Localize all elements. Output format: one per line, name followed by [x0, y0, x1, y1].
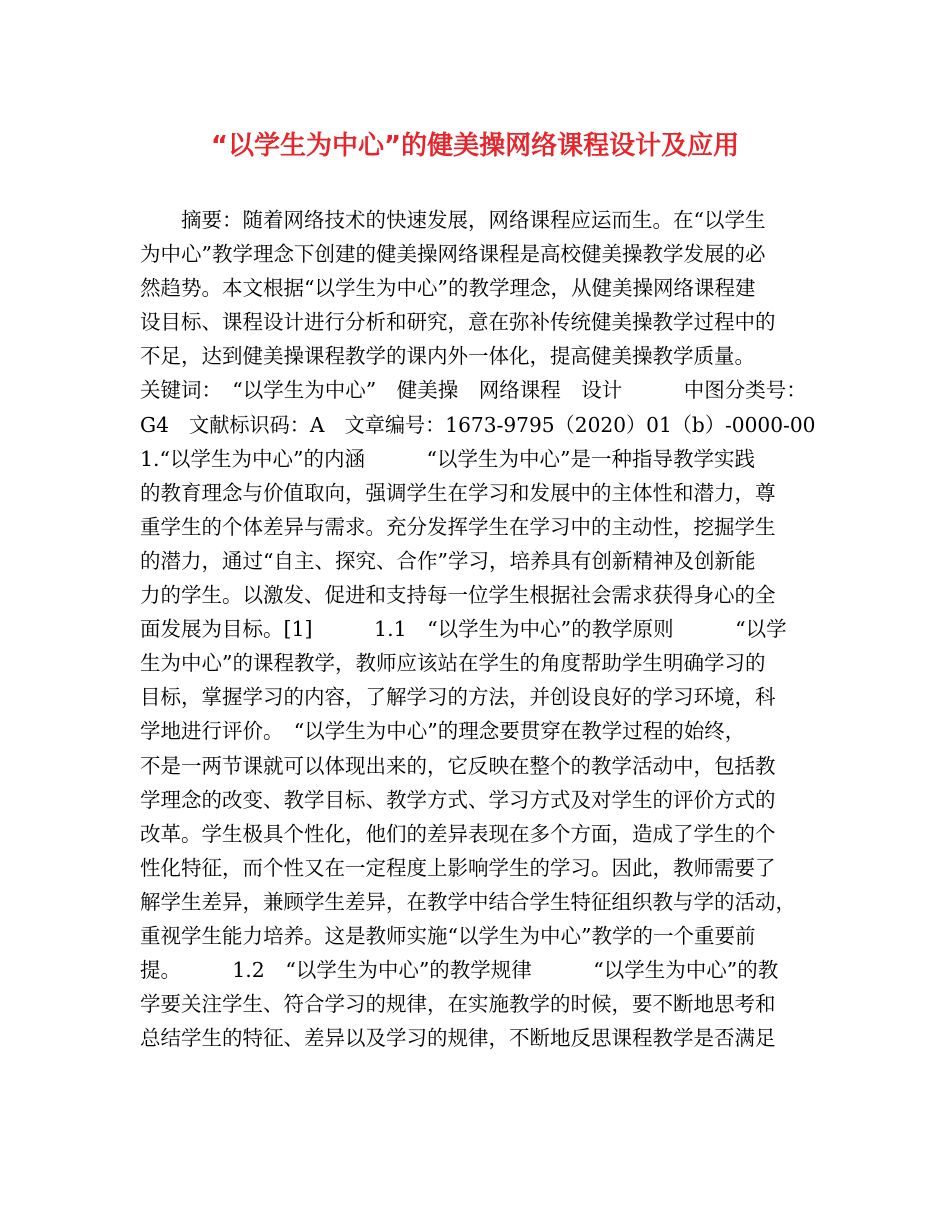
body-line: 学理念的改变、教学目标、教学方式、学习方式及对学生的评价方式的 [140, 787, 776, 812]
body-line: 的潜力，通过“自主、探究、合作”学习，培养具有创新精神及创新能 [140, 548, 756, 573]
body-line: 面发展为目标。[1] 1.1 “以学生为中心”的教学原则 “以学 [140, 617, 787, 642]
document-title: “以学生为中心”的健美操网络课程设计及应用 [210, 131, 740, 161]
body-line: 生为中心”的课程教学，教师应该站在学生的角度帮助学生明确学习的 [140, 651, 766, 676]
body-line: 不是一两节课就可以体现出来的，它反映在整个的教学活动中，包括教 [140, 753, 776, 778]
body-line: 设目标、课程设计进行分析和研究，意在弥补传统健美操教学过程中的 [140, 310, 776, 335]
body-line: 摘要：随着网络技术的快速发展，网络课程应运而生。在“以学生 [140, 208, 766, 232]
body-line: 学地进行评价。 “以学生为中心”的理念要贯穿在教学过程的始终， [140, 719, 746, 744]
body-line: 重学生的个体差异与需求。充分发挥学生在学习中的主动性，挖掘学生 [140, 514, 776, 539]
body-text [140, 203, 815, 1055]
body-line: 的教育理念与价值取向，强调学生在学习和发展中的主体性和潜力，尊 [140, 480, 776, 505]
body-line: 总结学生的特征、差异以及学习的规律，不断地反思课程教学是否满足 [140, 1026, 776, 1051]
body-line: 不足，达到健美操课程教学的课内外一体化，提高健美操教学质量。 [140, 344, 755, 369]
body-line: 改革。学生极具个性化，他们的差异表现在多个方面，造成了学生的个 [140, 821, 776, 846]
body-line: 重视学生能力培养。这是教师实施“以学生为中心”教学的一个重要前 [140, 923, 756, 948]
body-line: 提。 1.2 “以学生为中心”的教学规律 “以学生为中心”的教 [140, 958, 779, 983]
body-line: 目标，掌握学习的内容，了解学习的方法，并创设良好的学习环境，科 [140, 685, 776, 710]
body-line: 为中心”教学理念下创建的健美操网络课程是高校健美操教学发展的必 [140, 242, 766, 267]
body-line: 力的学生。以激发、促进和支持每一位学生根据社会需求获得身心的全 [140, 583, 776, 608]
body-line: 1.“以学生为中心”的内涵 “以学生为中心”是一种指导教学实践 [140, 446, 755, 471]
body-line: 解学生差异，兼顾学生差异，在教学中结合学生特征组织教与学的活动， [140, 889, 796, 914]
classification-line: G4 文献标识码：A 文章编号：1673-9795（2020）01（b）-0000-00 [140, 412, 816, 437]
body-line: 然趋势。本文根据“以学生为中心”的教学理念，从健美操网络课程建 [140, 276, 756, 301]
body-line: 学要关注学生、符合学习的规律，在实施教学的时候，要不断地思考和 [140, 992, 776, 1017]
body-line: 性化特征，而个性又在一定程度上影响学生的学习。因此，教师需要了 [140, 855, 776, 880]
keywords-line: 关键词： “以学生为中心” 健美操 网络课程 设计 中图分类号： [140, 378, 807, 403]
